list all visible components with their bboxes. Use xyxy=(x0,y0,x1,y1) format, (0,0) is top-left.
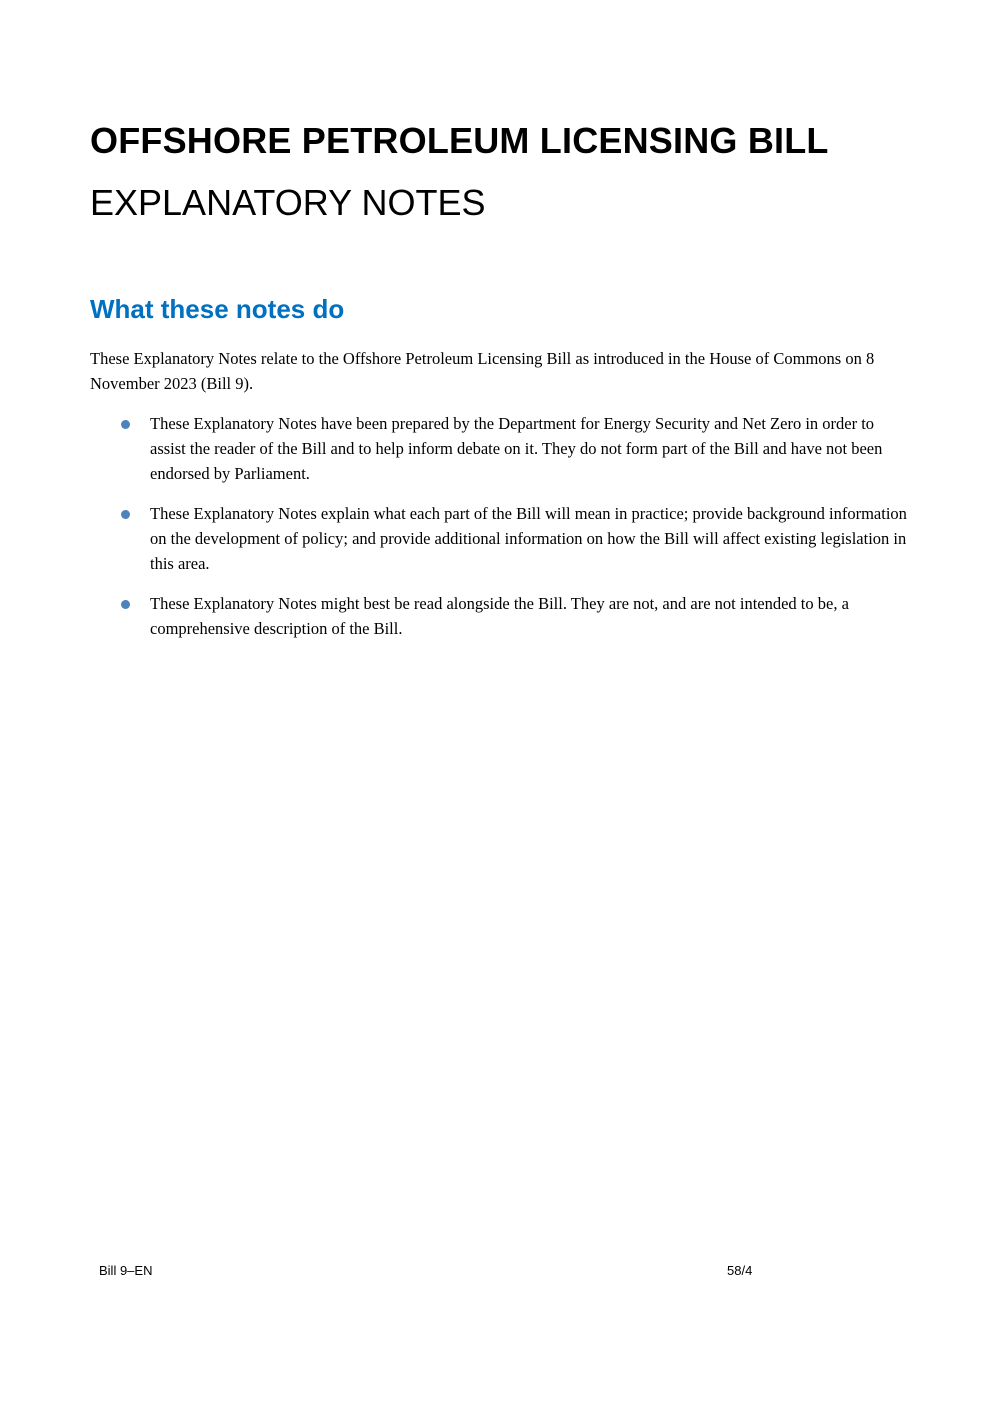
document-title: OFFSHORE PETROLEUM LICENSING BILL xyxy=(90,120,829,161)
intro-paragraph: These Explanatory Notes relate to the Offshore Petroleum Licensing Bill as introduced in the House of Commons on 8 November 2023 (Bill 9). xyxy=(90,349,875,393)
bullet-text: These Explanatory Notes might best be read alongside the Bill. They are not, and are not intended to be, a comprehensive description of the Bill. xyxy=(150,594,849,638)
footer-bill-reference: Bill 9–EN xyxy=(99,1263,153,1278)
bullet-text: These Explanatory Notes have been prepared by the Department for Energy Security and Net Zero in order to assist the reader of the Bill and to help inform debate on it. They do not form part of the Bill and have not been endorsed by Parliament. xyxy=(150,414,883,483)
footer-print-number: 58/4 xyxy=(727,1263,753,1278)
notes-bullet-list xyxy=(90,411,910,656)
bullet-item xyxy=(90,501,910,576)
bullet-item xyxy=(90,411,910,486)
document-subtitle: EXPLANATORY NOTES xyxy=(90,182,486,223)
section-heading: What these notes do xyxy=(90,294,345,324)
bullet-text: These Explanatory Notes explain what each part of the Bill will mean in practice; provide background information on the development of policy; and provide additional information on how the Bill will affect existing legislation in this area. xyxy=(150,504,907,573)
bullet-dot-icon xyxy=(121,600,130,609)
bullet-dot-icon xyxy=(121,420,130,429)
bullet-item xyxy=(90,591,910,641)
bullet-dot-icon xyxy=(121,510,130,519)
